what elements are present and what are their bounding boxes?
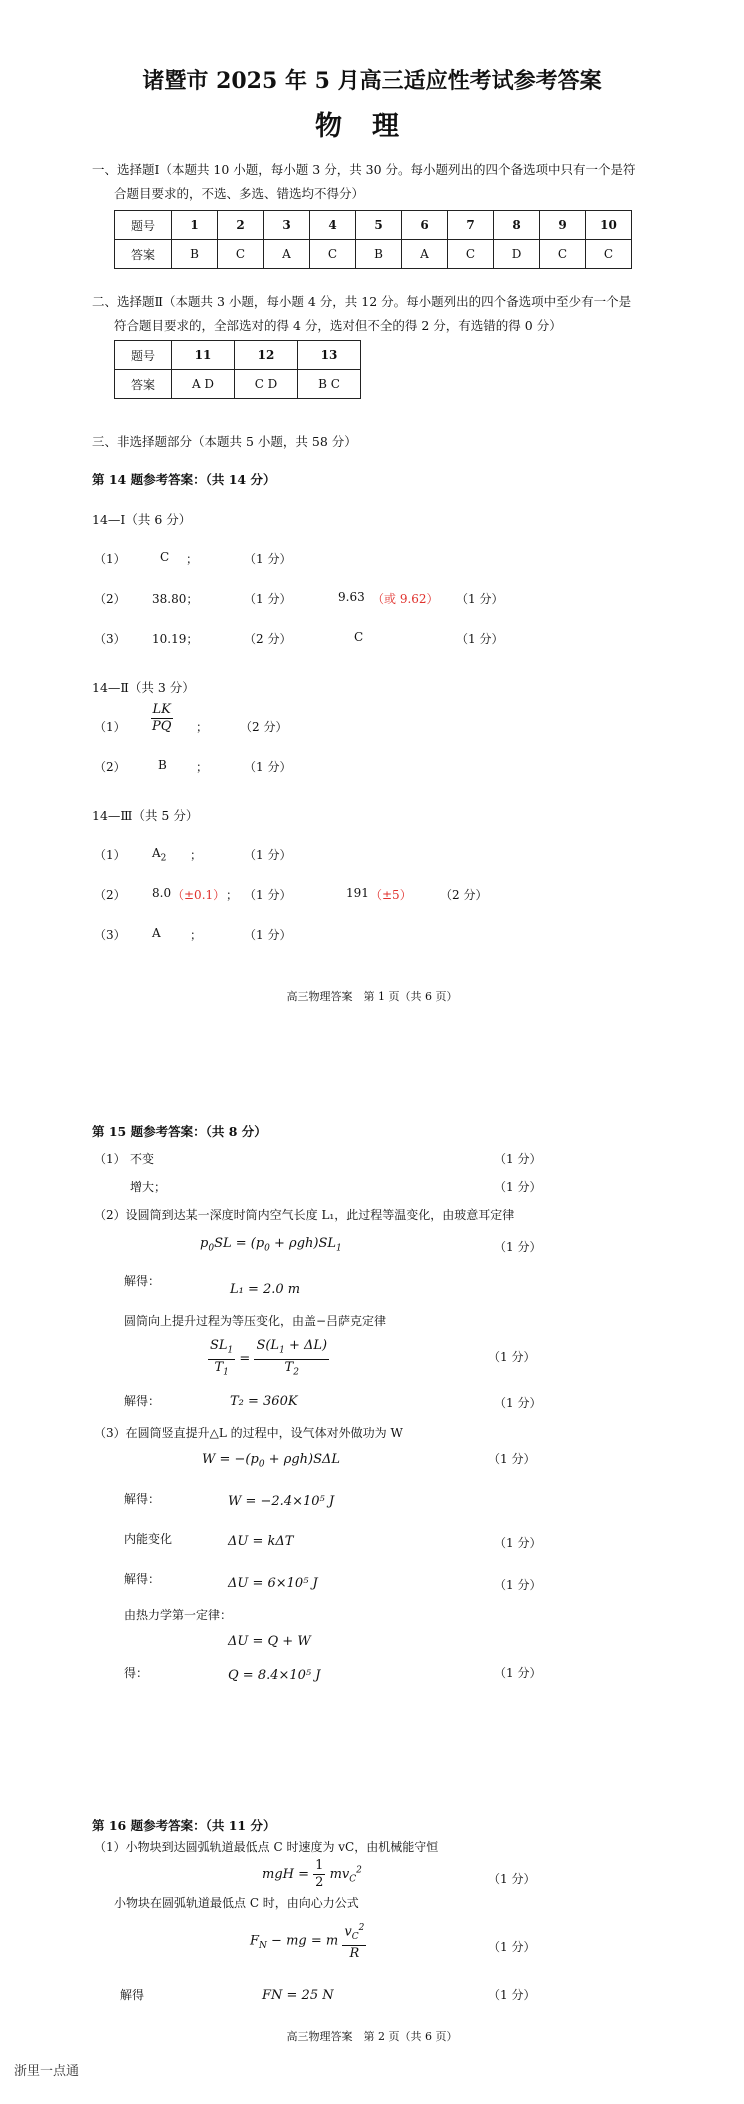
solve-label: 解得： [124,1394,161,1408]
result-T2: T₂ = 360K [230,1394,298,1409]
question-number: 9 [540,211,586,240]
q14-part2-heading: 14—Ⅱ（共 3 分） [92,680,195,695]
section1-line1: 一、选择题Ⅰ（本题共 10 小题，每小题 3 分，共 30 分。每小题列出的四个备选项中只有一个是符 [92,162,636,177]
answer-value: C [160,550,170,564]
answer-cell: C [586,240,632,269]
separator: ； [196,760,209,774]
separator: ； [226,888,239,902]
points-label: （2 分） [440,888,488,902]
points-label: （1 分） [494,1240,542,1254]
first-law-equation: ΔU = Q + W [228,1634,311,1649]
separator: ； [190,928,203,942]
energy-conservation-equation: mgH = $\frac{1}{2}$ $mv_C^2$ [262,1858,362,1890]
answer-cell: A [264,240,310,269]
work-equation: $W = -(p_0 + \rho gh)S\Delta L$ [202,1452,341,1470]
q16-part1-text: （1）小物块到达圆弧轨道最低点 C 时速度为 vC，由机械能守恒 [94,1840,439,1854]
section1-line2: 合题目要求的，不选、多选、错选均不得分） [114,186,365,201]
answer-value: 增大； [130,1180,167,1194]
answer-value: A [152,926,161,940]
solve-label: 解得： [124,1274,161,1288]
answer-value: 9.63 [338,590,365,604]
subject-title: 物理 [315,111,429,142]
answer-cell: C [218,240,264,269]
answer-cell: D [494,240,540,269]
answer-cell: C [310,240,356,269]
question-number: 1 [172,211,218,240]
points-label: （1 分） [456,592,504,606]
q14-part1-heading: 14—Ⅰ（共 6 分） [92,512,192,527]
answer-value: C [354,630,364,644]
points-label: （1 分） [244,760,292,774]
answer-value: 8.0 [152,886,172,900]
gay-lussac-equation: $\frac{SL_1}{T_1}$ = $\frac{S(L_1 + \Delta L)}{T_2}$ [210,1338,328,1378]
answer-table-2 [114,340,361,399]
points-label: （1 分） [494,1536,542,1550]
q14-heading: 第 14 题参考答案：（共 14 分） [92,472,276,487]
question-number: 10 [586,211,632,240]
answer-cell: C D [235,370,298,399]
q16-part1-text2: 小物块在圆弧轨道最低点 C 时，由向心力公式 [114,1896,359,1910]
points-label: （2 分） [244,632,292,646]
separator: ； [196,720,209,734]
internal-energy-equation: ΔU = kΔT [228,1534,294,1549]
points-label: （1 分） [488,1350,536,1364]
result-FN: FN = 25 N [262,1988,334,2003]
page-footer: 高三物理答案 第 2 页（共 6 页） [286,2030,458,2043]
question-number: 13 [298,341,361,370]
points-label: （1 分） [494,1666,542,1680]
section3-heading: 三、非选择题部分（本题共 5 小题，共 58 分） [92,434,357,449]
q15-part3-text3: 由热力学第一定律： [124,1608,233,1622]
item-number: （1） [94,720,126,734]
answer-cell: B C [298,370,361,399]
fraction-denominator: PQ [152,719,172,734]
question-number: 8 [494,211,540,240]
result-W: W = −2.4×10⁵ J [228,1494,335,1509]
answer-value: B [158,758,167,772]
answer-value: 不变 [130,1152,155,1166]
answer-value: 191 [346,886,369,900]
points-label: （1 分） [244,592,292,606]
item-number: （3） [94,632,126,646]
result-Q: Q = 8.4×10⁵ J [228,1668,321,1683]
alternate-answer: （或 9.62） [372,592,439,606]
solve-label: 解得： [124,1492,161,1506]
points-label: （1 分） [494,1396,542,1410]
points-label: （1 分） [488,1988,536,2002]
answer-value: 38.80； [152,592,199,606]
separator: ； [190,848,203,862]
points-label: （1 分） [494,1180,542,1194]
question-number: 2 [218,211,264,240]
result-label: 得： [124,1666,149,1680]
answer-value: 10.19； [152,632,199,646]
points-label: （1 分） [494,1152,542,1166]
item-number: （1） [94,1152,126,1166]
points-label: （1 分） [456,632,504,646]
result-dU: ΔU = 6×10⁵ J [228,1576,318,1591]
solve-label: 解得： [124,1572,161,1586]
answer-cell: A [402,240,448,269]
item-number: （1） [94,552,126,566]
answer-cell: B [172,240,218,269]
points-label: （1 分） [488,1872,536,1886]
centripetal-force-equation: $F_N$ − mg = m $\frac{v_C^2}{R}$ [250,1920,366,1962]
question-number: 6 [402,211,448,240]
points-label: （1 分） [244,928,292,942]
points-label: （1 分） [494,1578,542,1592]
document-title: 诸暨市 2025 年 5 月高三适应性考试参考答案 [142,68,602,94]
row-label-answer: 答案 [115,240,172,269]
q15-part2-text2: 圆筒向上提升过程为等压变化，由盖−吕萨克定律 [124,1314,387,1328]
section2-line2: 符合题目要求的，全部选对的得 4 分，选对但不全的得 2 分，有选错的得 0 分） [114,318,562,333]
section2-line1: 二、选择题Ⅱ（本题共 3 小题，每小题 4 分，共 12 分。每小题列出的四个备选项中至少有一个是 [92,294,632,309]
boyle-law-equation: $p_0SL = (p_0 + \rho gh)SL_1$ [200,1236,342,1254]
solve-label: 解得 [120,1988,145,2002]
item-number: （2） [94,760,126,774]
tolerance-note: （±0.1） [172,888,226,902]
question-number: 5 [356,211,402,240]
points-label: （1 分） [488,1452,536,1466]
row-label-answer: 答案 [115,370,172,399]
points-label: （1 分） [244,552,292,566]
q16-heading: 第 16 题参考答案：（共 11 分） [92,1818,276,1833]
page-footer: 高三物理答案 第 1 页（共 6 页） [286,990,458,1003]
row-label-question: 题号 [115,341,172,370]
points-label: （2 分） [240,720,288,734]
question-number: 3 [264,211,310,240]
question-number: 12 [235,341,298,370]
watermark-text: 浙里一点通 [14,2064,80,2079]
separator: ； [186,552,199,566]
q15-part2-text: （2）设圆筒到达某一深度时筒内空气长度 L₁，此过程等温变化，由玻意耳定律 [94,1208,515,1222]
points-label: （1 分） [244,848,292,862]
answer-value: $A_2$ [152,846,167,864]
points-label: （1 分） [488,1940,536,1954]
answer-cell: C [448,240,494,269]
points-label: （1 分） [244,888,292,902]
q15-heading: 第 15 题参考答案：（共 8 分） [92,1124,267,1139]
result-L1: L₁ = 2.0 m [230,1282,301,1297]
item-number: （2） [94,888,126,902]
question-number: 4 [310,211,356,240]
row-label-question: 题号 [115,211,172,240]
fraction-answer [150,702,173,735]
item-number: （1） [94,848,126,862]
item-number: （3） [94,928,126,942]
answer-cell: A D [172,370,235,399]
answer-cell: B [356,240,402,269]
answer-table-1 [114,210,632,269]
fraction-numerator: LK [152,702,171,717]
q15-part3-text: （3）在圆筒竖直提升△L 的过程中，设气体对外做功为 W [94,1426,403,1440]
answer-cell: C [540,240,586,269]
item-number: （2） [94,592,126,606]
question-number: 7 [448,211,494,240]
question-number: 11 [172,341,235,370]
q15-part3-text2: 内能变化 [124,1532,173,1546]
tolerance-note: （±5） [370,888,412,902]
q14-part3-heading: 14—Ⅲ（共 5 分） [92,808,199,823]
